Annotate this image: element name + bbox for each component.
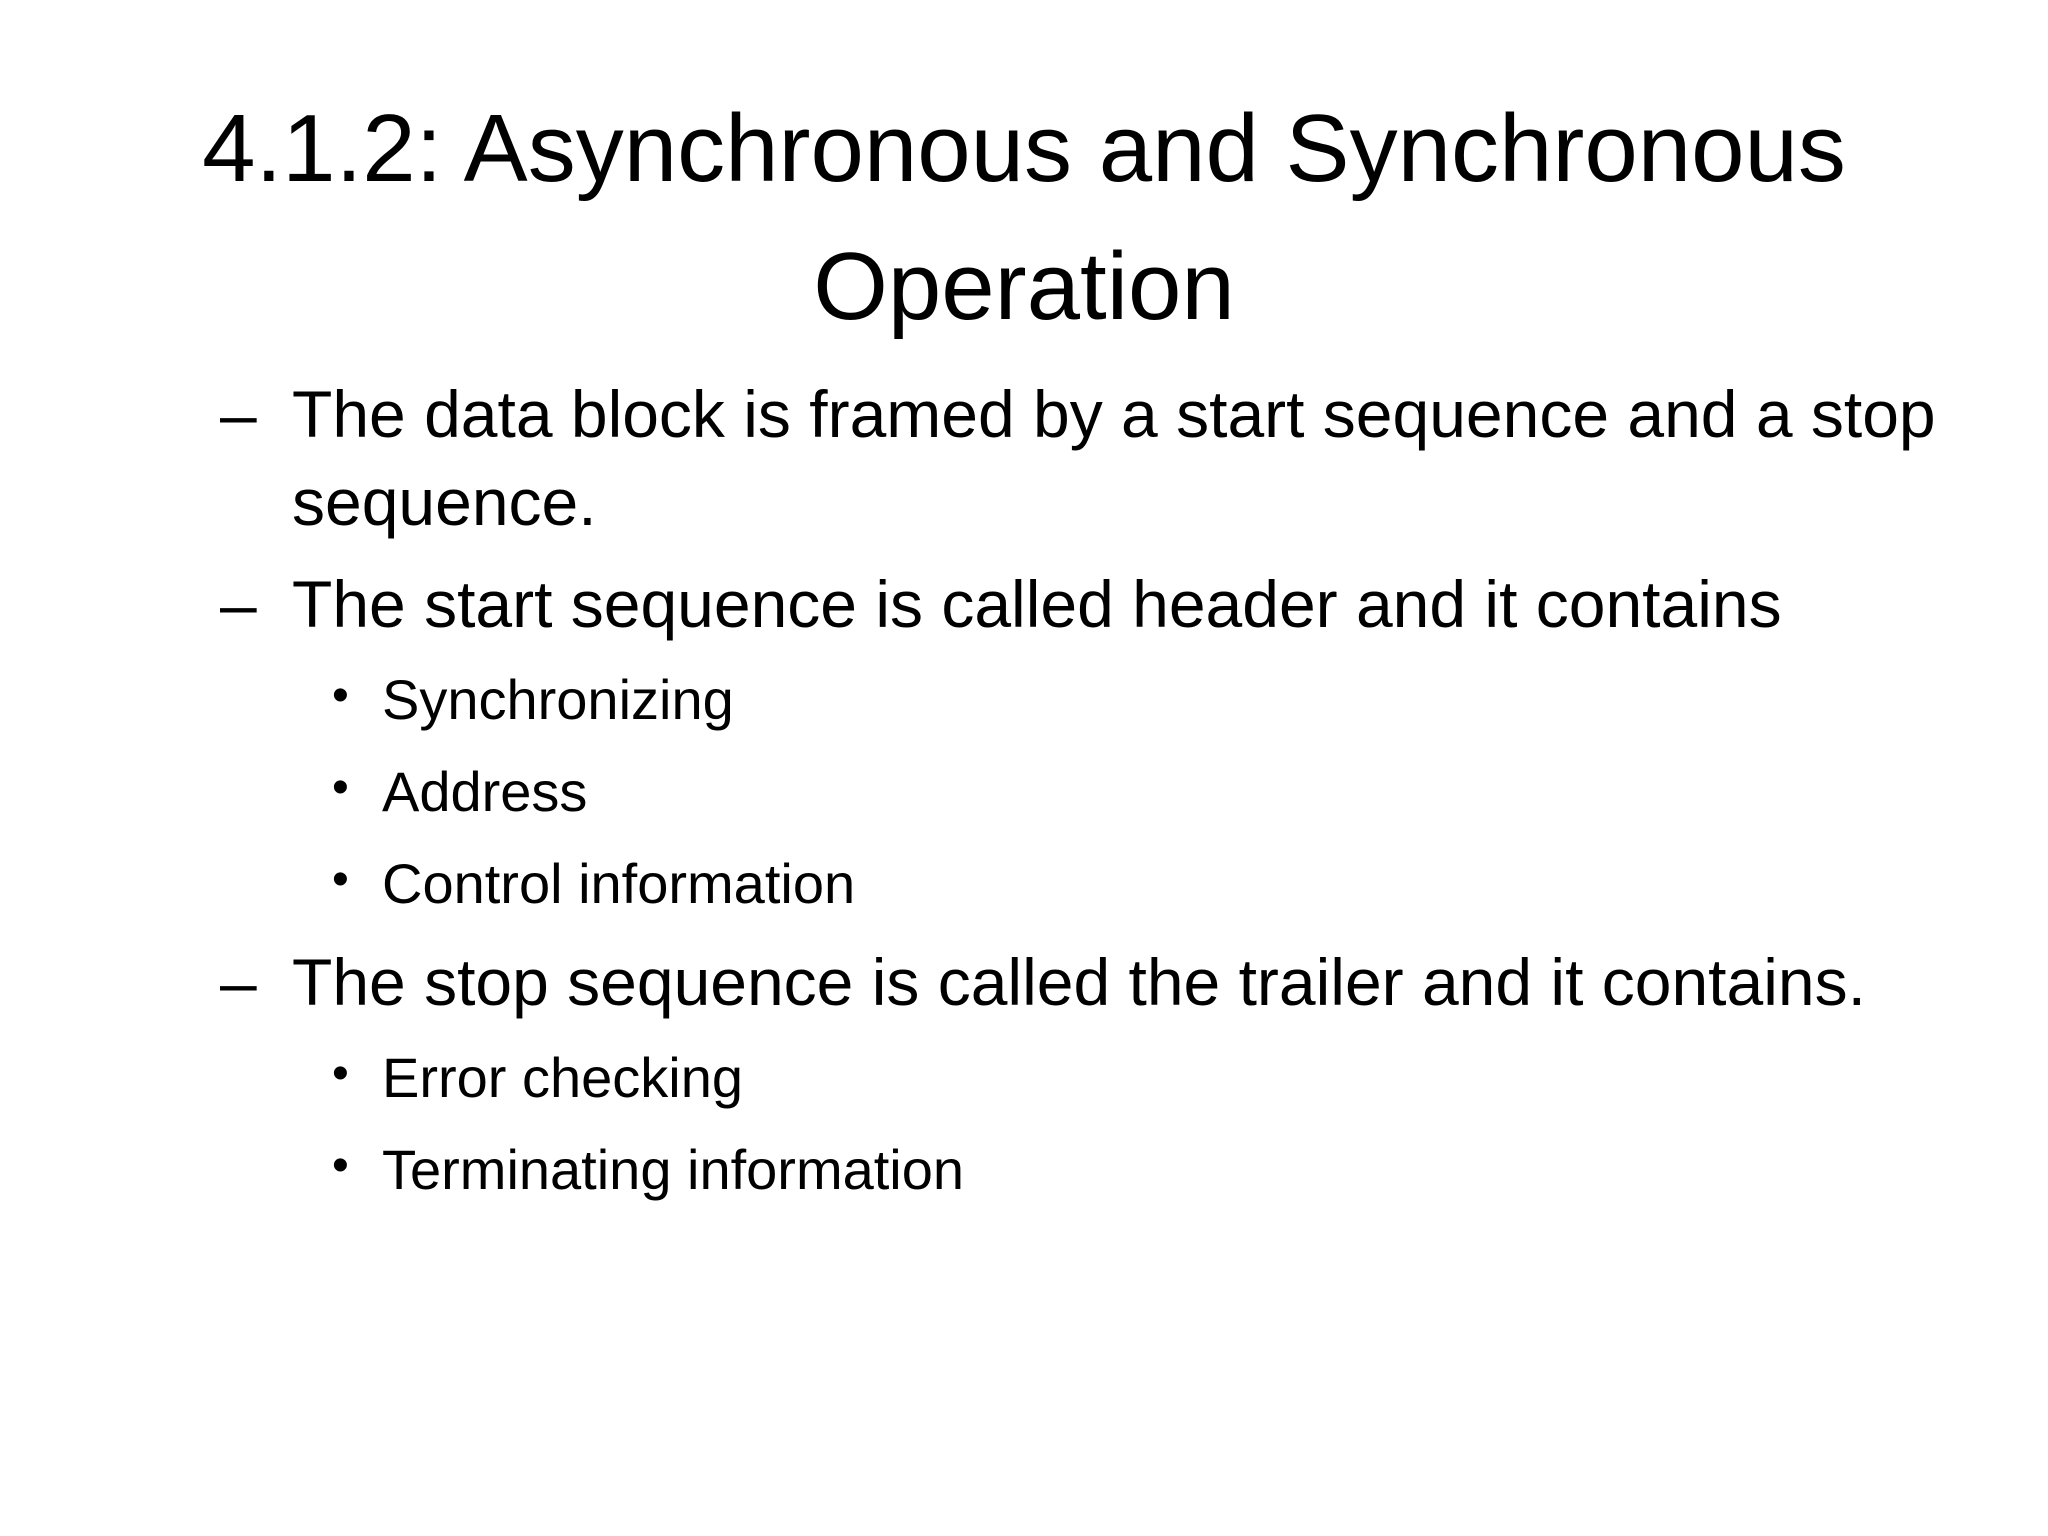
sub-bullet-text: Control information [382, 852, 856, 915]
sub-bullet-text: Error checking [382, 1046, 744, 1109]
bullet-icon: • [332, 1047, 349, 1100]
sub-bullet-item [220, 1040, 1960, 1116]
bullet-text: The stop sequence is called the trailer and it contains. [292, 945, 1866, 1019]
slide-body [220, 370, 1960, 1224]
sub-bullet-list [220, 1040, 1960, 1208]
dash-icon: – [220, 567, 257, 641]
bullet-item [220, 560, 1960, 648]
bullet-icon: • [332, 1139, 349, 1192]
sub-bullet-item [220, 1132, 1960, 1208]
sub-bullet-text: Terminating information [382, 1138, 965, 1201]
sub-bullet-item [220, 846, 1960, 922]
bullet-item [220, 938, 1960, 1026]
bullet-icon: • [332, 669, 349, 722]
dash-icon: – [220, 377, 257, 451]
bullet-text: The data block is framed by a start sequence and a stop sequence. [292, 377, 1936, 539]
bullet-icon: • [332, 761, 349, 814]
sub-bullet-item [220, 662, 1960, 738]
sub-bullet-item [220, 754, 1960, 830]
bullet-icon: • [332, 853, 349, 906]
sub-bullet-list [220, 662, 1960, 922]
dash-icon: – [220, 945, 257, 1019]
bullet-item [220, 370, 1960, 546]
bullet-text: The start sequence is called header and it contains [292, 567, 1782, 641]
sub-bullet-text: Address [382, 760, 588, 823]
slide-title: 4.1.2: Asynchronous and Synchronous Operation [202, 95, 1846, 340]
sub-bullet-text: Synchronizing [382, 668, 734, 731]
